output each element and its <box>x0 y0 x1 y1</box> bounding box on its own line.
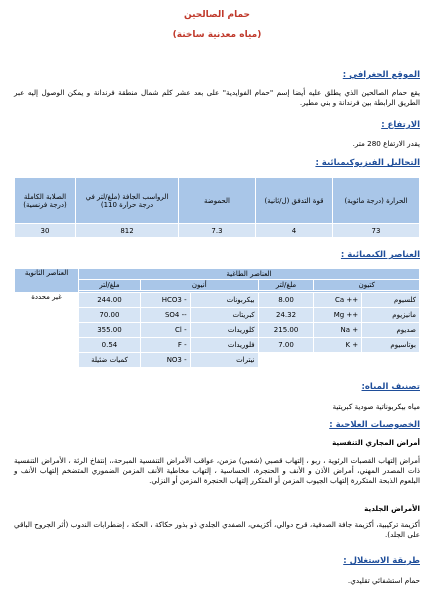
value-flow: 4 <box>256 224 333 238</box>
exploitation-heading: طريقة الاستغلال : <box>343 556 420 566</box>
skin-title: الأمراض الجلدية <box>364 504 420 513</box>
cation-name: كلسيوم <box>362 293 420 308</box>
cations-header: كتيون <box>314 280 420 291</box>
anion-value: 355.00 <box>79 323 141 338</box>
anion-name: كلوريدات <box>190 323 258 338</box>
physchem-heading: التحاليل الفيزيوكيميائية : <box>315 158 420 168</box>
respiratory-title: أمراض المجاري التنفسية <box>332 438 420 447</box>
cation-symbol <box>314 353 362 368</box>
table-row <box>15 293 420 308</box>
altitude-heading: الارتفاع : <box>381 120 420 130</box>
secondary-elements-value: غير محددة <box>15 293 79 368</box>
anions-unit: ملغ/لتر <box>79 280 141 291</box>
anion-value: 244.00 <box>79 293 141 308</box>
anion-symbol: Cl - <box>140 323 190 338</box>
cation-name <box>362 353 420 368</box>
secondary-elements-header: العناصر الثانوية <box>15 269 79 293</box>
elements-table <box>14 268 420 368</box>
header-dry-residue: الرواسب الجافة (ملغ/لتر في درجة حرارة 110) <box>76 178 179 224</box>
respiratory-text: أمراض إلتهاب القصبات الرئوية ، ربو ، إلتهاب قصبي (شعبي) مزمن، عواقب الأمراض التنفسية المبرحة،، إنتفاخ الرئة ، الأمراض التنفسية ذات المصدر المهني، أمراض الأذن و الأنف و الحنجرة، الحساسية ، إلتهاب مخاطية الأنف المزمن الضموري المتضخم إلتهاب الأنف و البلعوم الذبحة المتكررة إلتهاب الجيوب المزمن أو المتكرر إلتهاب الحنجرة المزمن أو النزلي. <box>14 456 420 485</box>
cation-value: 24.32 <box>258 308 314 323</box>
cation-value <box>258 353 314 368</box>
cation-symbol: Mg ++ <box>314 308 362 323</box>
anion-name: بيكربونات <box>190 293 258 308</box>
cation-symbol: Ca ++ <box>314 293 362 308</box>
cation-name: صديوم <box>362 323 420 338</box>
header-flow: قوة التدفق (ل/ثانية) <box>256 178 333 224</box>
cation-value: 7.00 <box>258 338 314 353</box>
cation-name: مانيزيوم <box>362 308 420 323</box>
anion-symbol: NO3 - <box>140 353 190 368</box>
value-ph: 7.3 <box>179 224 256 238</box>
physchem-table <box>14 177 420 238</box>
cation-value: 215.00 <box>258 323 314 338</box>
header-temperature: الحرارة (درجة مائوية) <box>333 178 420 224</box>
altitude-text: يقدر الارتفاع 280 متر. <box>352 139 420 148</box>
physchem-values-row <box>15 224 420 238</box>
anion-value: 70.00 <box>79 308 141 323</box>
value-dry-residue: 812 <box>76 224 179 238</box>
cation-value: 8.00 <box>258 293 314 308</box>
main-elements-header: العناصر الطاغية <box>79 269 420 280</box>
classification-text: مياه بيكربوناتية صودية كبريتية <box>332 402 420 411</box>
cation-symbol: K + <box>314 338 362 353</box>
anion-symbol: F - <box>140 338 190 353</box>
therapeutic-heading: الخصوصيات العلاجية : <box>329 420 420 430</box>
physchem-header-row <box>15 178 420 224</box>
value-temperature: 73 <box>333 224 420 238</box>
cation-symbol: Na + <box>314 323 362 338</box>
location-text: يقع حمام الصالحين الذي يطلق عليه أيضا إسم "حمام الفوايدية" على بعد عشر كلم شمال منطقة فرندانة و يمكن الوصول إليه عبر الطريق الرابطة بين فرندانة و بني مطير. <box>14 88 420 107</box>
elements-heading: العناصر الكيميائية : <box>340 250 420 260</box>
page-title: حمام الصالحين <box>184 10 250 20</box>
anion-symbol: HCO3 - <box>140 293 190 308</box>
header-hardness: الصلابة الكاملة (درجة فرنسية) <box>15 178 76 224</box>
location-heading: الموقع الجغرافي : <box>342 70 420 80</box>
anion-name: فلوريدات <box>190 338 258 353</box>
cation-name: بوتاسيوم <box>362 338 420 353</box>
anion-name: نيترات <box>190 353 258 368</box>
skin-text: أكزيمة تركيبية، أكزيمة جافة الصدفية، قرح دوالي، أكزيمي، الصفدي الجلدي ذو بذور حكاكة ، الحكة ، إضطرابات الندوب (أثر الجروح الباقي على الجلد). <box>14 520 420 539</box>
cations-unit: ملغ/لتر <box>258 280 314 291</box>
header-ph: الحموضة <box>179 178 256 224</box>
anion-name: كبريتات <box>190 308 258 323</box>
anions-header: أنيون <box>140 280 258 291</box>
page-subtitle: (مياه معدنية ساخنة) <box>172 30 262 40</box>
value-hardness: 30 <box>15 224 76 238</box>
anion-value: 0.54 <box>79 338 141 353</box>
anion-value: كميات ضئيلة <box>79 353 141 368</box>
anion-symbol: SO4 -- <box>140 308 190 323</box>
exploitation-text: حمام استشفائي تقليدي. <box>347 576 420 585</box>
classification-heading: تصنيف المياه: <box>361 382 420 392</box>
